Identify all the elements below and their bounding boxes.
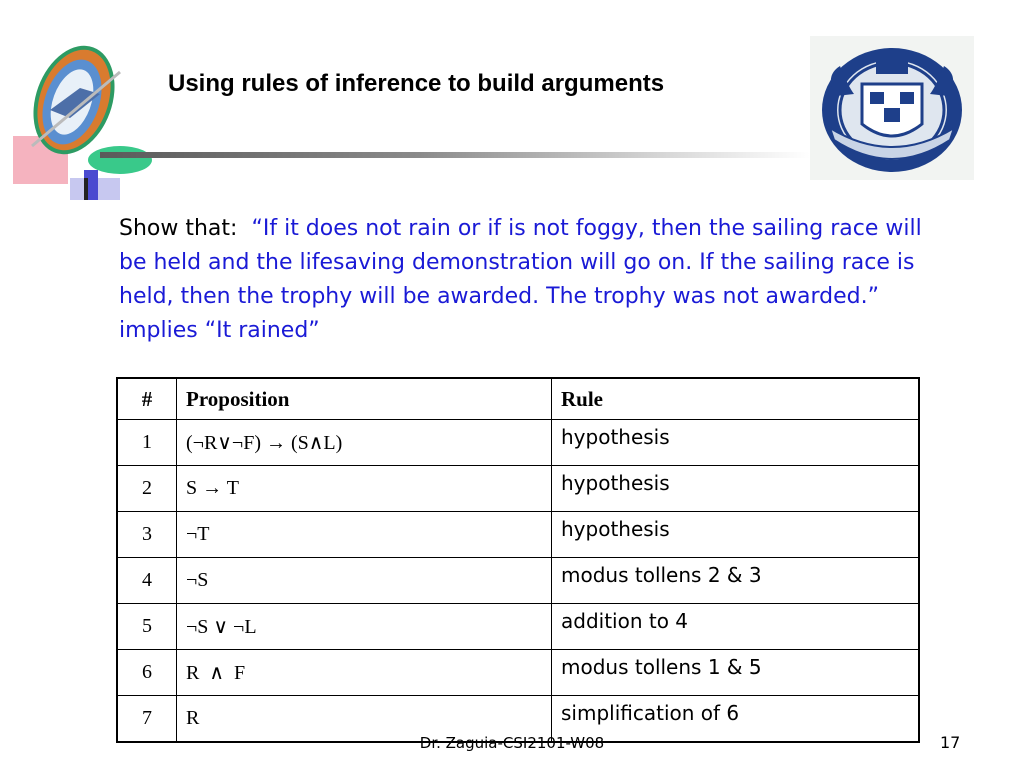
row-proposition: ¬S: [177, 558, 552, 604]
row-number: 3: [117, 512, 177, 558]
table-row: [117, 512, 919, 558]
row-proposition: (¬R∨¬F) → (S∧L): [177, 420, 552, 466]
header-rule: Rule: [552, 378, 920, 420]
proof-table: [116, 377, 920, 743]
intro-label: Show that:: [119, 216, 238, 241]
header-number: #: [117, 378, 177, 420]
table-row: [117, 466, 919, 512]
decorative-globe-logo-icon: [10, 38, 155, 200]
row-rule: addition to 4: [552, 604, 920, 650]
row-rule: modus tollens 2 & 3: [552, 558, 920, 604]
header-proposition: Proposition: [177, 378, 552, 420]
table-row: [117, 604, 919, 650]
row-rule: simplification of 6: [552, 696, 920, 743]
row-rule: hypothesis: [552, 512, 920, 558]
page-number: 17: [940, 733, 961, 752]
row-proposition: R ∧ F: [177, 650, 552, 696]
row-rule: modus tollens 1 & 5: [552, 650, 920, 696]
row-proposition: ¬T: [177, 512, 552, 558]
problem-statement: [119, 212, 939, 348]
row-proposition: R: [177, 696, 552, 743]
title-divider: [100, 152, 810, 158]
row-number: 4: [117, 558, 177, 604]
row-proposition: ¬S ∨ ¬L: [177, 604, 552, 650]
row-rule: hypothesis: [552, 420, 920, 466]
table-header-row: [117, 378, 919, 420]
row-rule: hypothesis: [552, 466, 920, 512]
row-number: 1: [117, 420, 177, 466]
university-seal-icon: [810, 36, 974, 180]
table-row: [117, 420, 919, 466]
row-number: 7: [117, 696, 177, 743]
row-proposition: S → T: [177, 466, 552, 512]
slide-title: Using rules of inference to build arguments: [168, 70, 665, 97]
intro-quote: “If it does not rain or if is not foggy, then the sailing race will be held and the lifesaving demonstration will go on. If the sailing race is held, then the trophy will be awarded. The trophy was not awarded.” implies “It rained”: [119, 216, 922, 343]
table-row: [117, 558, 919, 604]
table-row: [117, 650, 919, 696]
row-number: 5: [117, 604, 177, 650]
footer-author: Dr. Zaguia-CSI2101-W08: [419, 734, 605, 752]
row-number: 2: [117, 466, 177, 512]
row-number: 6: [117, 650, 177, 696]
